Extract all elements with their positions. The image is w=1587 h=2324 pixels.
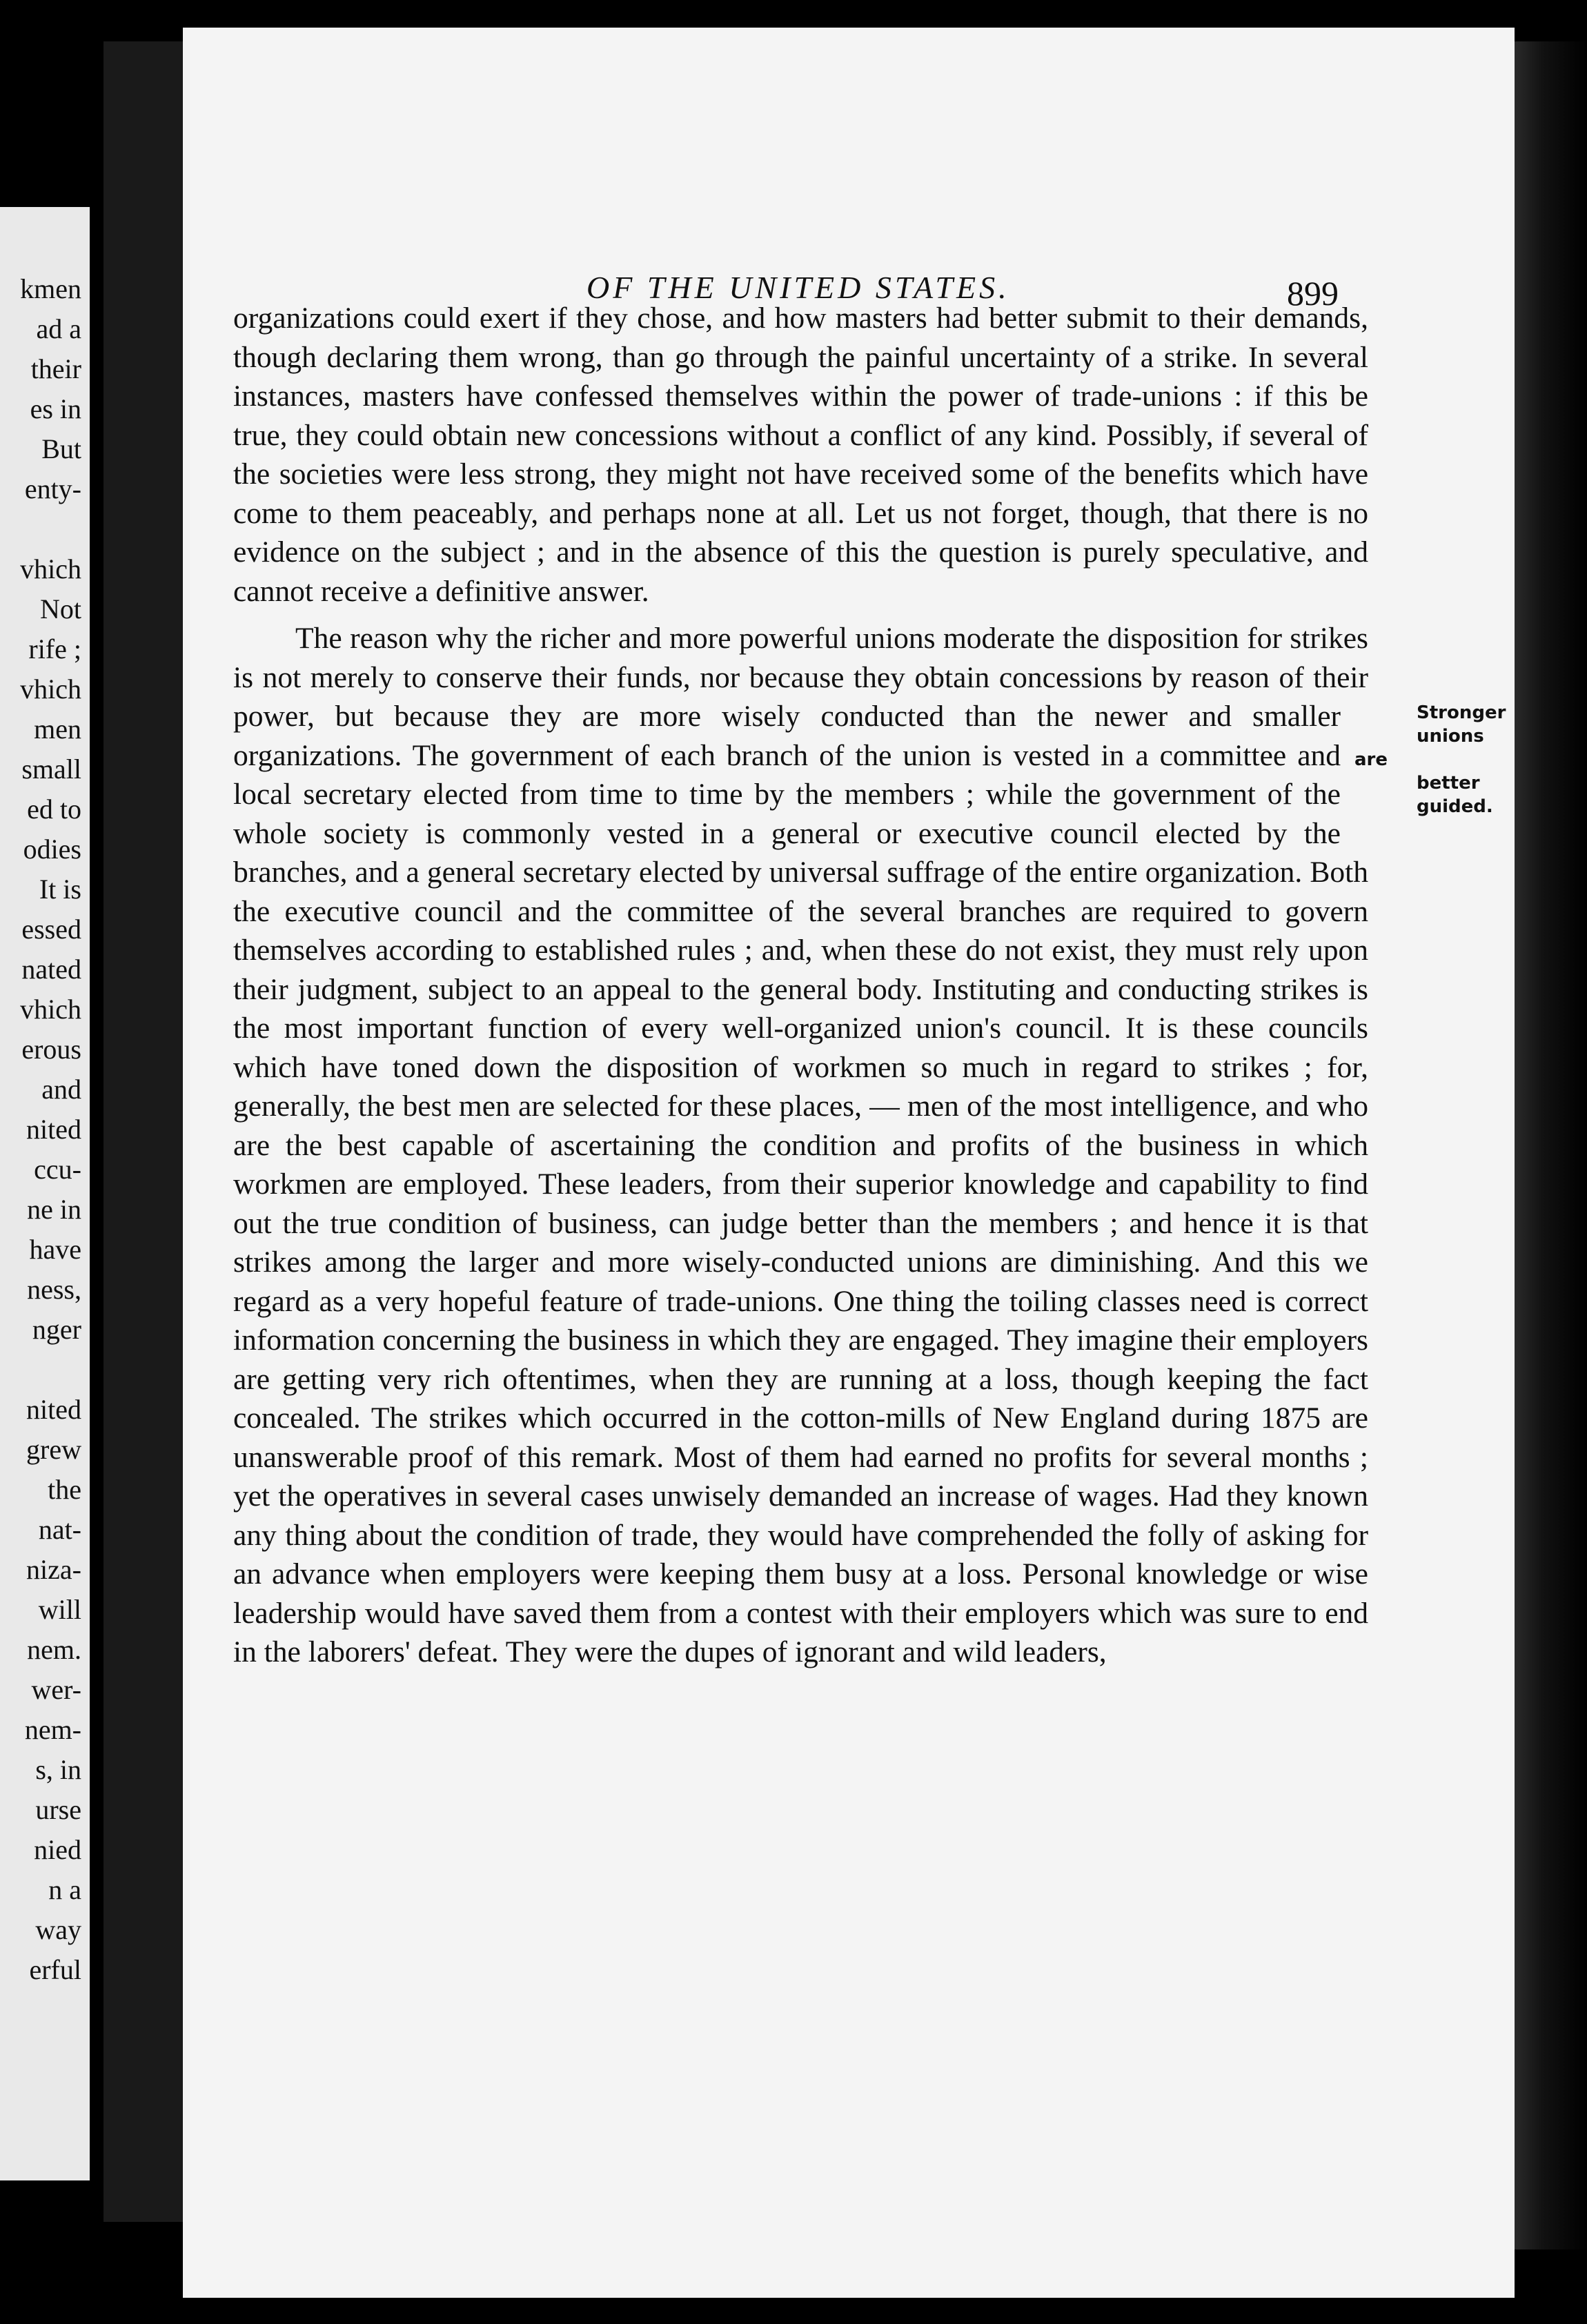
facing-page-fragment: ed to — [27, 794, 81, 825]
facing-page-fragment: and — [41, 1074, 81, 1105]
margin-note-line: better — [1417, 773, 1480, 794]
page-header — [183, 243, 1515, 313]
facing-page-fragment: urse — [35, 1794, 81, 1825]
facing-page-fragment: Not — [40, 593, 81, 624]
paragraph-2-part-a: The reason why the richer and more powerful unions moderate the disposition for strikes is not merely to conserve their funds, nor because they obtain concessions by reason of their power, but because they are more — [233, 622, 1368, 733]
facing-page-fragment: nited — [26, 1114, 81, 1145]
facing-page-fragment: erous — [21, 1034, 81, 1065]
facing-page-fragment: essed — [21, 914, 81, 945]
facing-page-fragment: niza- — [26, 1554, 81, 1585]
facing-page-fragment: wer- — [31, 1674, 81, 1705]
facing-page-fragment: nited — [26, 1394, 81, 1425]
margin-note-line: guided. — [1417, 796, 1493, 817]
book-page — [183, 28, 1515, 2298]
paragraph-2-part-b: wisely conducted than the newer and smaller organizations. The government of each branch of the union is vested in a committee and local secretary elected from time to time by the members ; while the government of the whole society is commonly vested in a general or executive council elected by the branches, and a general secretary elected by universal suffrage of the entire organization. Both the executive council and the committee of the several branches are required to govern themselves according to established rules ; and, when these do not exist, they must rely upon their judgment, subject to an appeal to the general body. Instituting and conducting strikes is the most important function of every well-organized union's council. It is these councils which have toned down the disposition of workmen so much in regard to strikes ; for, generally, the best men are selected for these places, — men of the most intelligence, and who are the best capable of ascertaining the condition and profits of the business in which workmen are employed. These leaders, from their superior knowledge and capability to find out the true condition of business, can judge better than the members ; and hence it is that strikes among the larger and more wisely-conducted unions are diminishing. And this we regard as a very hopeful feature of trade-unions. One thing the toiling classes need is correct information concerning the business in which they are engaged. They imagine their employers are getting very rich oftentimes, when they are running at a loss, though keeping the fact concealed. The strikes which occurred in the cotton-mills of New England during 1875 are unanswerable proof of this remark. Most of them had earned no profits for several months ; yet the operatives in several cases unwisely demanded an increase of wages. Had they known any thing about the condition of trade, they would have comprehended the folly of asking for an advance when employers were keeping them busy at a loss. Personal knowledge or wise leadership would have saved them from a contest with their employers which was sure to end in the laborers' defeat. They were the dupes of ignorant and wild leaders, — [233, 700, 1368, 1668]
facing-page-fragment: vhich — [20, 994, 81, 1025]
margin-note-line: unions are — [1354, 726, 1484, 770]
facing-page-edge — [0, 207, 90, 2180]
margin-note — [1354, 701, 1506, 818]
facing-page-fragment: nat- — [38, 1514, 81, 1545]
facing-page-fragment: men — [34, 713, 81, 745]
facing-page-fragment: have — [29, 1234, 81, 1265]
facing-page-fragment: It is — [39, 874, 81, 905]
facing-page-fragment: nem- — [24, 1714, 81, 1745]
facing-page-fragment: enty- — [24, 473, 81, 504]
paragraph-2 — [233, 619, 1506, 1672]
running-head: OF THE UNITED STATES. — [586, 270, 1010, 305]
book-gutter — [103, 41, 183, 2222]
facing-page-fragment: nem. — [27, 1634, 81, 1665]
facing-page-fragment: nger — [32, 1314, 81, 1345]
facing-page-fragment: ne in — [27, 1194, 81, 1225]
margin-note-line: Stronger — [1417, 702, 1506, 723]
facing-page-fragment: n a — [48, 1874, 81, 1905]
body-text — [233, 299, 1506, 1672]
facing-page-fragment: small — [21, 754, 81, 785]
facing-page-fragment: vhich — [20, 553, 81, 584]
page-number: 899 — [1287, 274, 1339, 313]
facing-page-fragment: rife ; — [28, 633, 81, 664]
book-edge — [1515, 41, 1587, 2249]
facing-page-fragment: way — [35, 1914, 81, 1945]
facing-page-fragment: ness, — [27, 1274, 81, 1305]
facing-page-fragment: kmen — [20, 273, 81, 304]
paragraph-1: organizations could exert if they chose, and how masters had better submit to their demands, though declaring them wrong, than go through the painful uncertainty of a strike. In several instances, masters have confessed themselves within the power of trade-unions : if this be true, they could obtain new concessions without a conflict of any kind. Possibly, if several of the societies were less strong, they might not have received some of the benefits which have come to them peaceably, and perhaps none at all. Let us not forget, though, that there is no evidence on the subject ; and in the absence of this the question is purely speculative, and cannot receive a definitive answer. — [233, 302, 1368, 608]
facing-page-fragment: But — [41, 433, 81, 464]
facing-page-fragment: their — [30, 353, 81, 384]
facing-page-fragment: the — [48, 1474, 81, 1505]
facing-page-fragment: nated — [21, 954, 81, 985]
facing-page-fragment: nied — [34, 1834, 81, 1865]
facing-page-fragment: ccu- — [34, 1154, 81, 1185]
facing-page-fragment: vhich — [20, 673, 81, 705]
facing-page-fragment: erful — [29, 1954, 81, 1985]
facing-page-fragment: will — [38, 1594, 81, 1625]
facing-page-fragment: s, in — [35, 1754, 81, 1785]
facing-page-fragment: odies — [23, 834, 81, 865]
facing-page-fragment: grew — [26, 1434, 81, 1465]
facing-page-fragment: es in — [30, 393, 81, 424]
facing-page-fragment: ad a — [36, 313, 81, 344]
